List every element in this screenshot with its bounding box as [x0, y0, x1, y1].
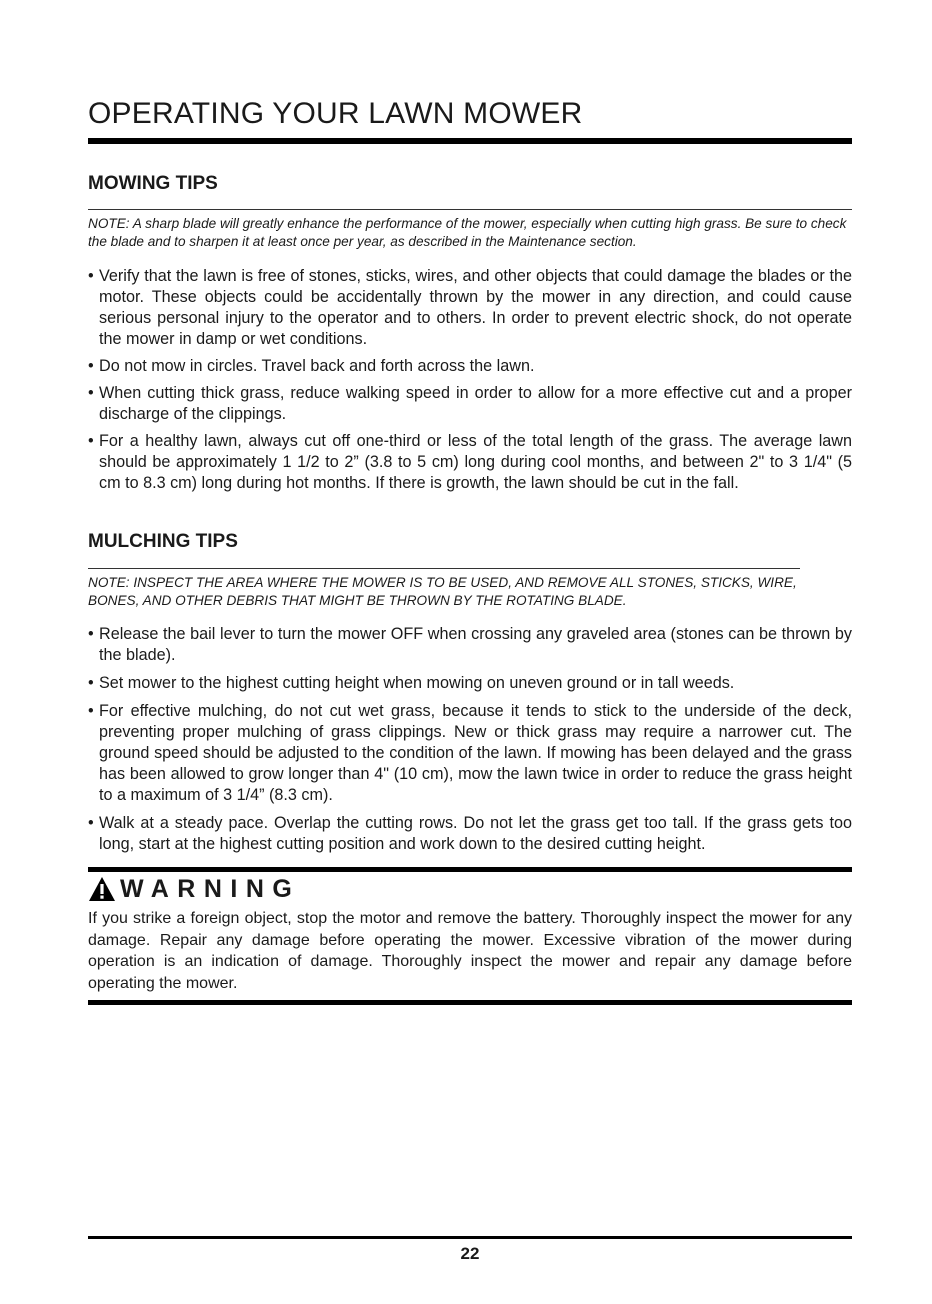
bullet-mark: • — [88, 384, 94, 402]
mulching-tips-list — [88, 624, 852, 855]
bullet-mark: • — [88, 432, 94, 450]
list-item-text: For a healthy lawn, always cut off one-third or less of the total length of the grass. The average lawn should be approximately 1 1/2 to 2” (3.8 to 5 cm) long during cool months, and between 2" to 3 1/4" (5 cm to 8.3 cm) long during hot months. If there is growth, the lawn should be cut in the fall. — [99, 432, 852, 492]
page-number: 22 — [460, 1244, 480, 1263]
warning-triangle-icon — [88, 876, 116, 902]
warning-text: If you strike a foreign object, stop the motor and remove the battery. Thoroughly inspect the mower for any damage. Repair any damage before operating the mower. Excessive vibration of the mower during operation is an indication of damage. Thoroughly inspect the mower and repair any damage before operating the mower. — [88, 910, 852, 992]
list-item — [88, 701, 852, 806]
list-item — [88, 673, 852, 694]
mowing-rule — [88, 209, 852, 210]
title-rule — [88, 138, 852, 144]
list-item — [88, 356, 852, 377]
mowing-note: NOTE: A sharp blade will greatly enhance the performance of the mower, especially when cutting high grass. Be sure to check the blade and to sharpen it at least once per year, as described in the Maintenance section. — [88, 216, 847, 249]
list-item — [88, 266, 852, 350]
mowing-tips-heading: MOWING TIPS — [88, 173, 218, 194]
list-item-text: For effective mulching, do not cut wet grass, because it tends to stick to the underside of the deck, preventing proper mulching of grass clippings. New or thick grass may require a narrower cut. The ground speed should be adjusted to the condition of the lawn. If mowing has been delayed and the grass has been allowed to grow longer than 4" (10 cm), mow the lawn twice in order to reduce the grass height to a maximum of 3 1/4” (8.3 cm). — [99, 702, 852, 804]
bullet-mark: • — [88, 702, 94, 720]
list-item-text: Do not mow in circles. Travel back and forth across the lawn. — [99, 357, 535, 375]
bullet-mark: • — [88, 674, 94, 692]
page-title: OPERATING YOUR LAWN MOWER — [88, 97, 583, 130]
warning-label: WARNING — [120, 875, 301, 903]
mulching-rule — [88, 568, 800, 569]
list-item — [88, 813, 852, 855]
bullet-mark: • — [88, 625, 94, 643]
list-item-text: Release the bail lever to turn the mower OFF when crossing any graveled area (stones can be thrown by the blade). — [99, 625, 852, 664]
list-item — [88, 624, 852, 666]
list-item-text: Verify that the lawn is free of stones, sticks, wires, and other objects that could damage the blades or the motor. These objects could be accidentally thrown by the mower in any direction, and could cause serious personal injury to the operator and to others. In order to prevent electric shock, do not operate the mower in damp or wet conditions. — [99, 267, 852, 348]
mowing-tips-section — [88, 172, 852, 494]
bullet-mark: • — [88, 357, 94, 375]
list-item — [88, 431, 852, 494]
warning-header — [88, 874, 300, 904]
bullet-mark: • — [88, 267, 94, 285]
footer-rule — [88, 1236, 852, 1239]
list-item-text: Set mower to the highest cutting height when mowing on uneven ground or in tall weeds. — [99, 674, 735, 692]
mulching-note: NOTE: INSPECT THE AREA WHERE THE MOWER IS TO BE USED, AND REMOVE ALL STONES, STICKS, WIRE, BONES, AND OTHER DEBRIS THAT MIGHT BE THROWN BY THE ROTATING BLADE. — [88, 575, 797, 608]
mulching-tips-section — [88, 530, 852, 855]
warning-top-rule — [88, 867, 852, 872]
mowing-tips-list — [88, 266, 852, 494]
mulching-tips-heading: MULCHING TIPS — [88, 531, 238, 552]
list-item-text: Walk at a steady pace. Overlap the cutting rows. Do not let the grass get too tall. If the grass gets too long, start at the highest cutting position and work down to the desired cutting height. — [99, 814, 852, 853]
list-item-text: When cutting thick grass, reduce walking speed in order to allow for a more effective cut and a proper discharge of the clippings. — [99, 384, 852, 423]
list-item — [88, 383, 852, 425]
bullet-mark: • — [88, 814, 94, 832]
warning-bottom-rule — [88, 1000, 852, 1005]
